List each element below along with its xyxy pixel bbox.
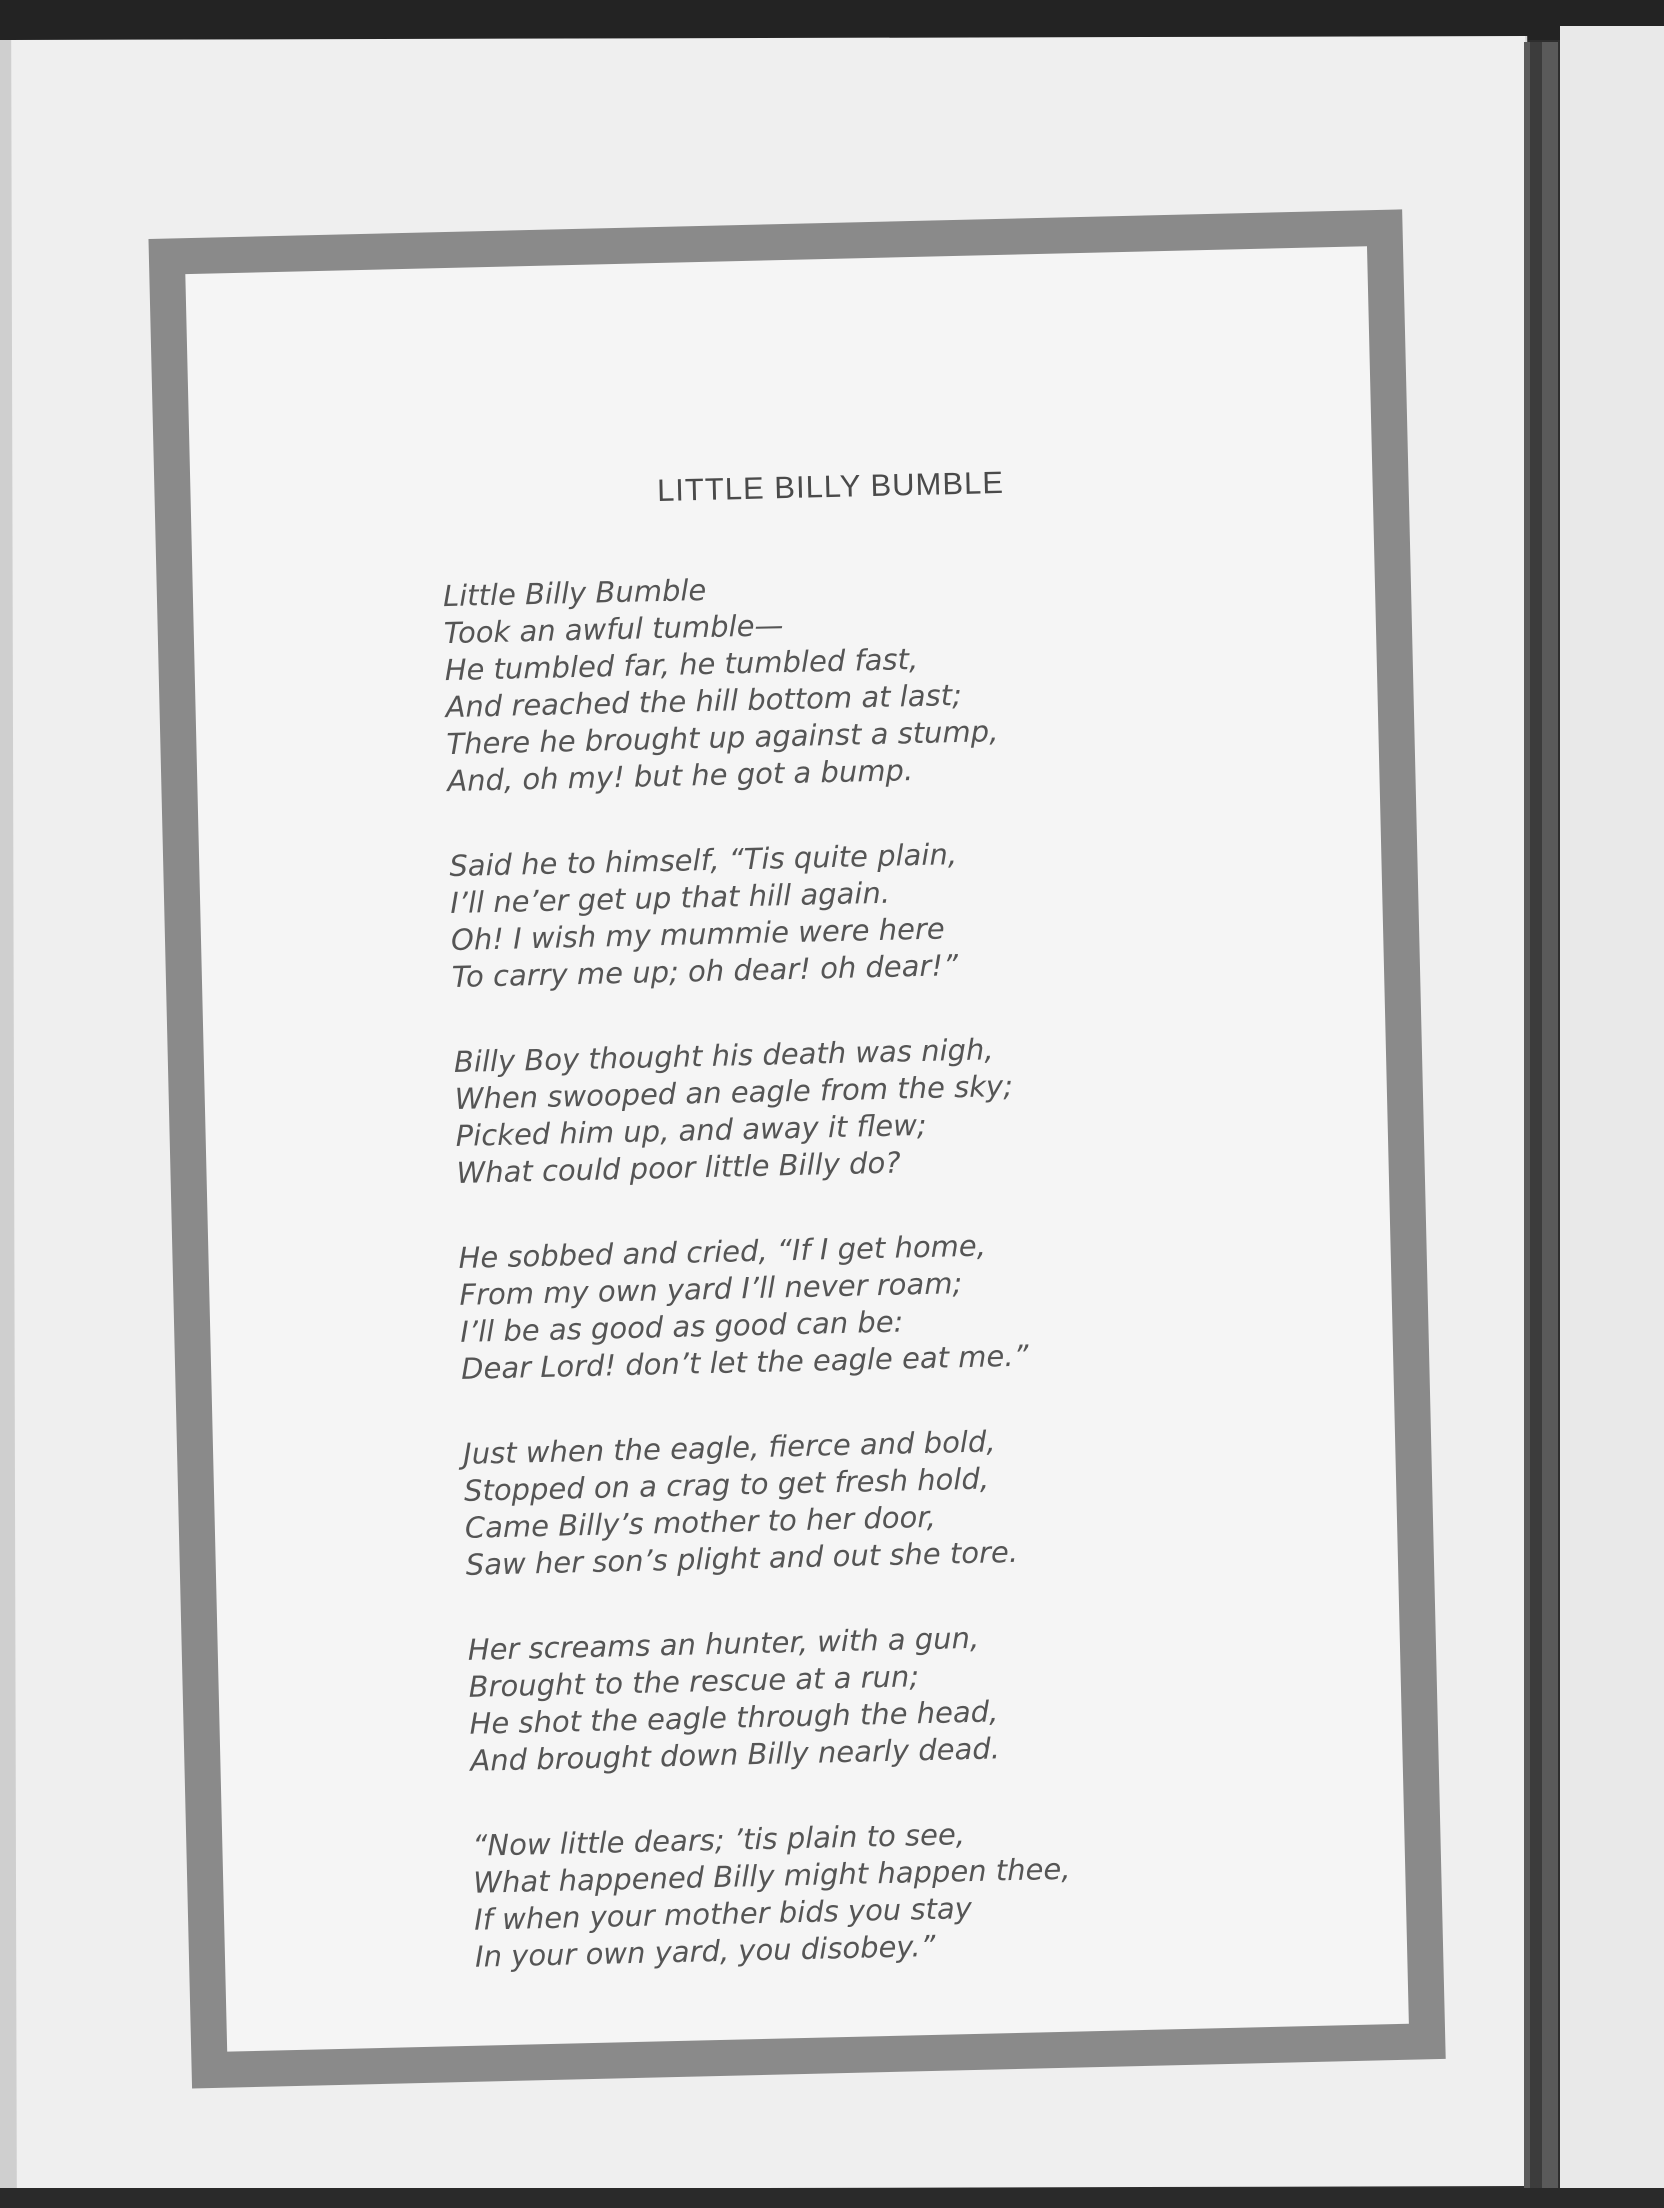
poem-line: I’ll be as good as good can be: (459, 1304, 904, 1349)
border-frame (148, 209, 1445, 2088)
poem-line: Brought to the rescue at a run; (468, 1659, 920, 1704)
poem-line: He tumbled far, he tumbled fast, (444, 641, 919, 688)
poem-line: He shot the eagle through the head, (469, 1694, 999, 1741)
poem-line: Saw her son’s plight and out she tore. (465, 1534, 1019, 1582)
stanza (458, 1222, 1221, 1388)
stanza (443, 560, 1208, 800)
poem-line: Said he to himself, “Tis quite plain, (448, 837, 958, 884)
poem-line: In your own yard, you disobey.” (474, 1928, 936, 1974)
poem-line: What could poor little Billy do? (456, 1145, 902, 1190)
poem-line: “Now little dears; ’tis plain to see, (472, 1817, 966, 1863)
poem-line: I’ll ne’er get up that hill again. (449, 875, 891, 921)
poem-line: Her screams an hunter, with a gun, (467, 1620, 980, 1667)
poem-line: When swooped an eagle from the sky; (454, 1068, 1014, 1116)
poem-line: Came Billy’s mother to her door, (464, 1499, 937, 1545)
adjacent-page (1560, 26, 1664, 2188)
poem-line: There he brought up against a stump, (446, 714, 999, 762)
scan-top-edge (0, 0, 1664, 40)
poem-line: If when your mother bids you stay (473, 1891, 973, 1937)
stanza (449, 830, 1212, 996)
scan-bottom-edge (0, 2188, 1664, 2208)
stanza (454, 1026, 1217, 1192)
poem-line: Took an awful tumble— (443, 608, 784, 651)
poem-line: To carry me up; oh dear! oh dear!” (451, 948, 959, 995)
poem-line: From my own yard I’ll never roam; (459, 1266, 963, 1312)
poem-body (443, 560, 1237, 2024)
poem-line: Oh! I wish my mummie were here (450, 911, 946, 958)
stanza (467, 1614, 1230, 1780)
poem-title: LITTLE BILLY BUMBLE (656, 464, 1005, 509)
stanza (472, 1810, 1235, 1976)
poem-line: And brought down Billy nearly dead. (470, 1731, 1001, 1778)
poem-line: Stopped on a crag to get fresh hold, (463, 1461, 990, 1508)
poem-line: Billy Boy thought his death was nigh, (453, 1032, 994, 1079)
poem-line: Little Billy Bumble (442, 572, 707, 614)
book-page (11, 36, 1533, 2190)
page-spine-dark (1530, 42, 1542, 2188)
poem-line: He sobbed and cried, “If I get home, (458, 1228, 987, 1275)
poem-line: What happened Billy might happen thee, (472, 1851, 1071, 1900)
poem-line: Just when the eagle, fierce and bold, (462, 1424, 996, 1471)
poem-line: Picked him up, and away it flew; (455, 1107, 927, 1153)
poem-line: And, oh my! but he got a bump. (446, 753, 914, 799)
poem-content (435, 251, 1185, 1974)
stanza (463, 1418, 1226, 1584)
poem-line: Dear Lord! don’t let the eagle eat me.” (460, 1338, 1029, 1386)
poem-line: And reached the hill bottom at last; (445, 677, 963, 725)
